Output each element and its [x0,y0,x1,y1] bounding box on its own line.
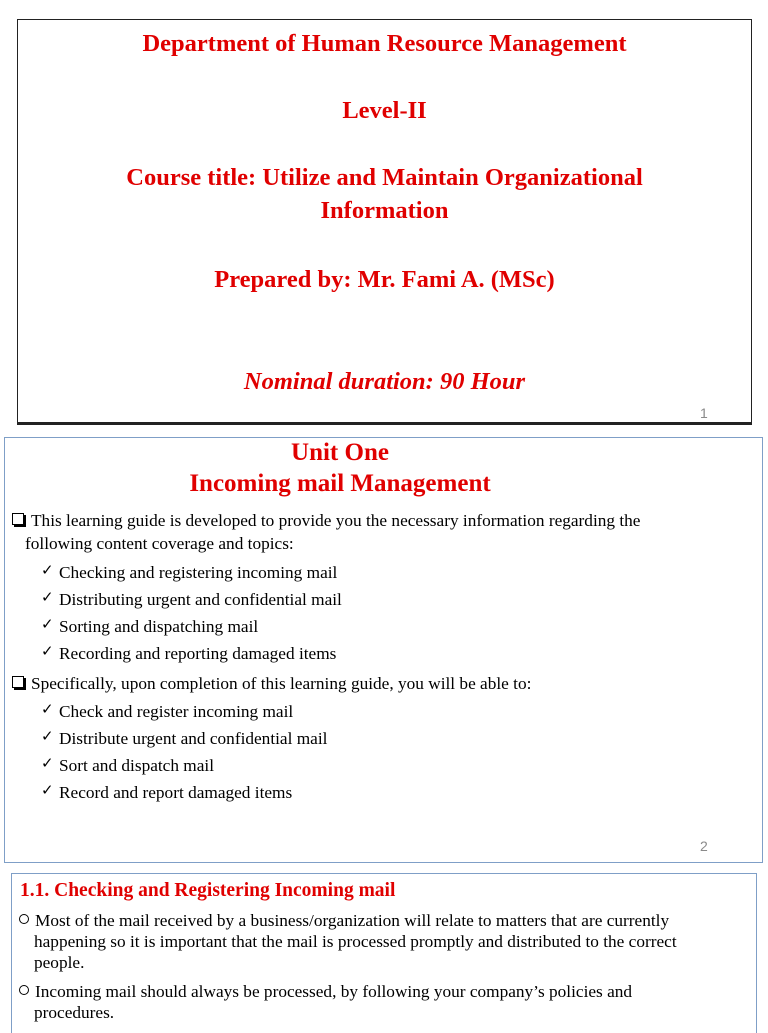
topic-item [41,640,336,665]
outcomes-intro [12,672,752,695]
intro-line1: This learning guide is developed to provide you the necessary information regarding the [31,511,641,530]
unit-subtitle: Incoming mail Management [189,470,491,497]
course-title-line1: Course title: Utilize and Maintain Organizational [126,164,643,191]
checkmark-icon: ✓ [41,642,54,660]
course-title-line2: Information [320,197,449,224]
para1-line1: Most of the mail received by a business/organization will relate to matters that are currently [35,911,670,930]
outcome-label: Check and register incoming mail [59,702,294,721]
paragraph-policies [19,981,751,1023]
checkmark-icon: ✓ [41,615,54,633]
para2-line1: Incoming mail should always be processed, by following your company’s policies and [35,982,633,1001]
para1-line2: happening so it is important that the mail is processed promptly and distributed to the correct [34,932,677,951]
outcome-label: Sort and dispatch mail [59,756,215,775]
outcome-label: Distribute urgent and confidential mail [59,729,328,748]
circle-bullet-icon [19,914,29,924]
square-bullet-icon [12,676,24,688]
page-number: 1 [700,405,708,421]
topic-item [41,559,337,584]
title-slide [17,19,752,425]
outcome-label: Record and report damaged items [59,783,293,802]
topic-label: Recording and reporting damaged items [59,644,337,663]
checkmark-icon: ✓ [41,561,54,579]
checkmark-icon: ✓ [41,727,54,745]
topic-label: Sorting and dispatching mail [59,617,259,636]
nominal-duration: Nominal duration: 90 Hour [243,368,526,395]
level-title: Level-II [342,97,427,124]
prepared-by: Prepared by: Mr. Fami A. (MSc) [214,266,555,293]
intro-paragraph [12,509,752,555]
topic-label: Distributing urgent and confidential mail [59,590,342,609]
square-bullet-icon [12,513,24,525]
checkmark-icon: ✓ [41,781,54,799]
section-slide [11,873,757,1033]
para1-line3: people. [34,953,85,972]
topic-item [41,586,342,611]
checkmark-icon: ✓ [41,754,54,772]
topic-item [41,613,258,638]
unit-overview-slide [4,437,763,863]
intro-line2: following content coverage and topics: [25,534,294,553]
department-title: Department of Human Resource Management [142,30,627,57]
circle-bullet-icon [19,985,29,995]
outcome-item [41,698,293,723]
checkmark-icon: ✓ [41,588,54,606]
unit-title: Unit One [291,439,389,466]
outcomes-intro-text: Specifically, upon completion of this learning guide, you will be able to: [31,674,532,693]
section-heading: 1.1. Checking and Registering Incoming mail [20,880,396,901]
para2-line2: procedures. [34,1003,115,1022]
outcome-item [41,725,327,750]
topic-label: Checking and registering incoming mail [59,563,338,582]
checkmark-icon: ✓ [41,700,54,718]
paragraph-mail-processing [19,910,751,973]
outcome-item [41,752,214,777]
page-number: 2 [700,838,708,854]
outcome-item [41,779,292,804]
